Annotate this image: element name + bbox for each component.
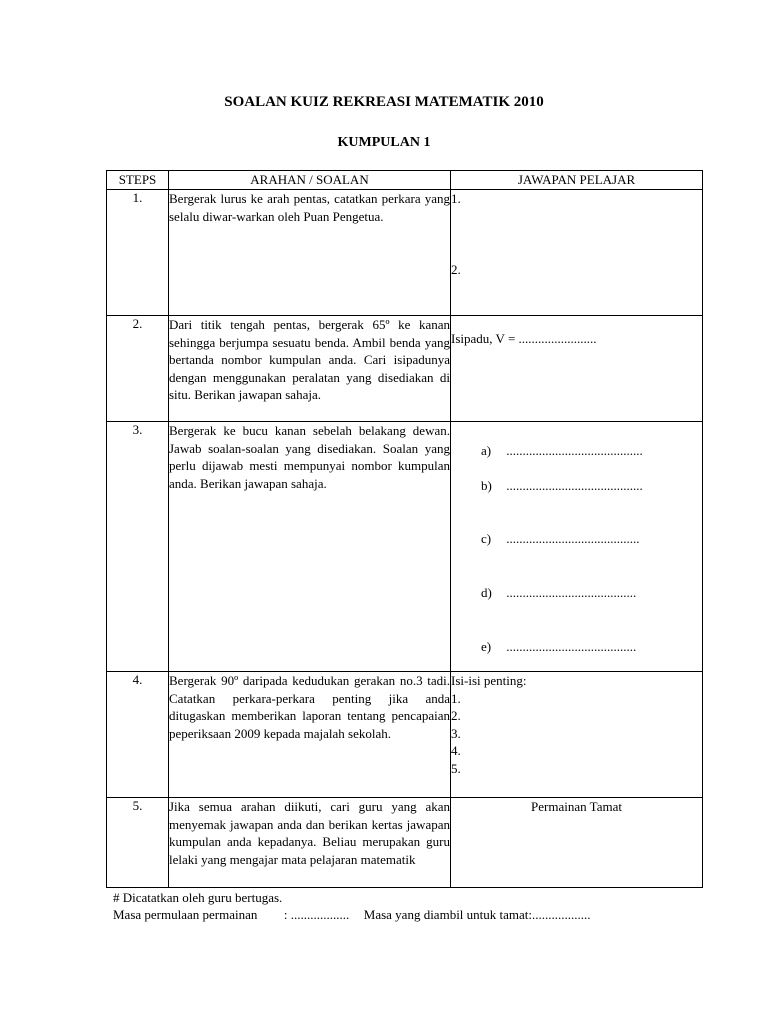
table-row [107, 672, 703, 798]
answer-label: a) [481, 443, 492, 458]
answer-cell [451, 316, 703, 422]
answer-line [481, 530, 640, 548]
volume-answer: Isipadu, V = ........................ [451, 331, 597, 346]
answer-dots: ........................................ [506, 585, 637, 600]
answer-line [481, 584, 636, 602]
answer-dots: ........................................ [506, 639, 637, 654]
table-row [107, 422, 703, 672]
answer-dots: .......................................... [506, 478, 643, 493]
answer-dots: .......................................... [506, 443, 643, 458]
instruction-text: Bergerak ke bucu kanan sebelah belakang dewan. Jawab soalan-soalan yang disediakan. Soalan yang perlu dijawab mesti mempunyai nombor kumpulan anda. Berikan jawapan sahaja. [169, 422, 451, 672]
answer-line: 5. [451, 760, 461, 776]
instruction-text: Bergerak 90º daripada kedudukan gerakan no.3 tadi. Catatkan perkara-perkara penting jika anda ditugaskan memberikan laporan tentang pencapaian peperiksaan 2009 kepada majalah sekolah. [169, 672, 451, 798]
footer-note: # Dicatatkan oleh guru bertugas. [113, 890, 283, 905]
answer-heading: Isi-isi penting: [451, 673, 527, 688]
answer-cell [451, 672, 703, 798]
step-number: 4. [107, 672, 169, 798]
answer-label: e) [481, 639, 492, 654]
answer-line [481, 477, 643, 495]
end-time-value: .................. [532, 907, 591, 922]
answer-line: 1. [451, 690, 461, 706]
header-row [107, 171, 703, 190]
table-row [107, 190, 703, 316]
header-steps: STEPS [107, 171, 169, 190]
answer-line: 2. [451, 708, 461, 723]
game-over-text: Permainan Tamat [531, 799, 622, 814]
table-row [107, 798, 703, 888]
step-number: 1. [107, 190, 169, 316]
answer-line: 1. [451, 191, 461, 206]
answer-dots: ......................................... [506, 531, 640, 546]
answer-line: 4. [451, 743, 461, 758]
answer-label: d) [481, 585, 492, 600]
step-number: 2. [107, 316, 169, 422]
answer-cell [451, 798, 703, 888]
start-time-label: Masa permulaan permainan [113, 907, 258, 922]
answer-line [481, 442, 643, 460]
answer-line: 3. [451, 725, 461, 741]
instruction-text: Dari titik tengah pentas, bergerak 65º ke kanan sehingga berjumpa sesuatu benda. Ambil benda yang bertanda nombor kumpulan anda. Cari isipadunya dengan menggunakan peralatan yang disediakan di situ. Berikan jawapan sahaja. [169, 316, 451, 422]
table-row [107, 316, 703, 422]
step-number: 5. [107, 798, 169, 888]
instruction-text: Bergerak lurus ke arah pentas, catatkan perkara yang selalu diwar-warkan oleh Puan Pengetua. [169, 190, 451, 316]
answer-label: b) [481, 478, 492, 493]
answer-label: c) [481, 531, 492, 546]
group-subtitle: KUMPULAN 1 [337, 135, 431, 150]
page-title: SOALAN KUIZ REKREASI MATEMATIK 2010 [224, 94, 544, 110]
instruction-text: Jika semua arahan diikuti, cari guru yang akan menyemak jawapan anda dan berikan kertas jawapan kumpulan anda kepadanya. Beliau merupakan guru lelaki yang mengajar mata pelajaran matematik [169, 798, 451, 888]
end-time-label: Masa yang diambil untuk tamat: [363, 907, 533, 922]
quiz-table [106, 170, 703, 888]
header-instructions: ARAHAN / SOALAN [169, 171, 451, 190]
answer-line [481, 638, 636, 656]
step-number: 3. [107, 422, 169, 672]
footer-times [113, 906, 591, 923]
answer-cell [451, 190, 703, 316]
answer-cell [451, 422, 703, 672]
answer-line: 2. [451, 261, 461, 277]
start-time-value: : .................. [283, 907, 350, 922]
header-student-answer: JAWAPAN PELAJAR [451, 171, 703, 190]
